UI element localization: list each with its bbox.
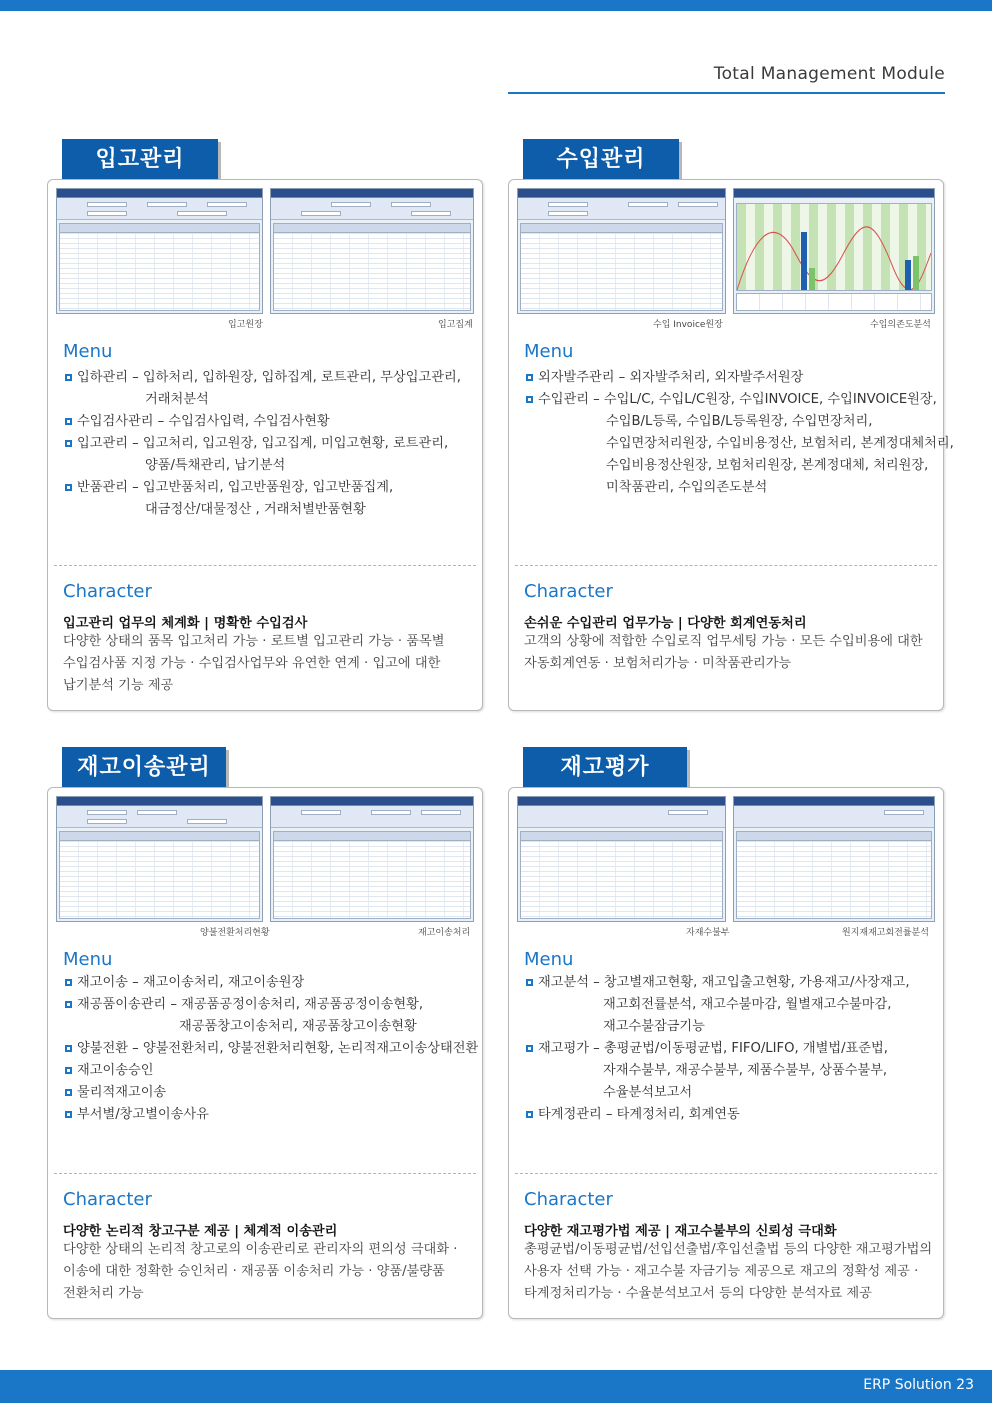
bullet-icon (526, 1111, 533, 1118)
menu-item (63, 1038, 479, 1060)
character-heading: 다양한 재고평가법 제공 | 재고수불부의 신뢰성 극대화 (524, 1224, 837, 1239)
caption-left: 양불전환처리현황 (200, 928, 270, 938)
menu-line: 수입비용정산원장, 보험처리원장, 본계정대체, 처리원장, (606, 458, 929, 473)
menu-item (63, 1082, 474, 1104)
screenshot-strip (56, 796, 474, 922)
character-line: 다양한 상태의 품목 입고처리 가능 · 로트별 입고관리 가능 · 품목별 (63, 634, 445, 649)
bullet-icon (526, 1045, 533, 1052)
bottom-accent-bar (0, 1370, 992, 1403)
menu-line: 재고평가 – 총평균법/이동평균법, FIFO/LIFO, 개별법/표준법, (538, 1041, 888, 1056)
menu-line: 재고이송승인 (77, 1063, 154, 1078)
screenshot-import-dependency-chart (733, 188, 935, 314)
bullet-icon (65, 979, 72, 986)
menu-line: 수율분석보고서 (603, 1085, 693, 1100)
bullet-icon (65, 418, 72, 425)
character-line: 고객의 상황에 적합한 수입로직 업무세팅 가능 · 모든 수입비용에 대한 (524, 634, 923, 649)
header-rule (508, 92, 945, 94)
menu-line: 거래처분석 (145, 392, 209, 407)
menu-item (63, 1060, 474, 1082)
menu-line: 입하관리 – 입하처리, 입하원장, 입하집계, 로트관리, 무상입고관리, (77, 370, 461, 385)
menu-line: 부서별/창고별이송사유 (77, 1107, 209, 1122)
caption-right: 원지재재고회전률분석 (842, 928, 929, 938)
menu-line: 재공품이송관리 – 재공품공정이송처리, 재공품공정이송현황, (77, 997, 424, 1012)
top-accent-bar (0, 0, 992, 11)
caption-left: 입고원장 (228, 320, 263, 330)
screenshot-material-ledger (517, 796, 726, 922)
caption-left: 수입 Invoice원장 (653, 320, 723, 330)
bullet-icon (526, 396, 533, 403)
screenshot-strip (517, 188, 935, 314)
bullet-icon (65, 1067, 72, 1074)
character-line: 수입검사품 지정 가능 · 수입검사업무와 유연한 연계 · 입고에 대한 (63, 656, 441, 671)
character-heading: 다양한 논리적 창고구분 제공 | 체계적 이송관리 (63, 1224, 338, 1239)
menu-item (524, 389, 954, 499)
menu-list (524, 972, 935, 1126)
section-tag-stock-valuation: 재고평가 (523, 747, 687, 789)
character-title: Character (524, 581, 613, 602)
screenshot-receiving-ledger (56, 188, 263, 314)
menu-item (524, 972, 935, 1038)
menu-item (524, 1104, 935, 1126)
divider (515, 1173, 937, 1174)
menu-line: 양품/특채관리, 납기분석 (145, 458, 286, 473)
menu-line: 재고수불잠금기능 (603, 1019, 705, 1034)
screenshot-receiving-summary (270, 188, 474, 314)
section-tag-receiving: 입고관리 (62, 139, 218, 181)
caption-right: 재고이송처리 (418, 928, 471, 938)
divider (54, 565, 476, 566)
character-title: Character (63, 581, 152, 602)
menu-line: 수입B/L등록, 수입B/L등록원장, 수입면장처리, (606, 414, 873, 429)
menu-line: 타계정관리 – 타계정처리, 회계연동 (538, 1107, 740, 1122)
character-heading: 입고관리 업무의 체계화 | 명확한 수입검사 (63, 616, 308, 631)
menu-item (63, 411, 474, 433)
character-line: 사용자 선택 가능 · 재고수불 자금기능 제공으로 재고의 정확성 제공 · (524, 1264, 919, 1279)
menu-item (63, 972, 474, 994)
bullet-icon (526, 374, 533, 381)
bullet-icon (65, 1089, 72, 1096)
menu-line: 물리적재고이송 (77, 1085, 167, 1100)
menu-line: 수입면장처리원장, 수입비용정산, 보험처리, 본계정대체처리, (606, 436, 954, 451)
character-line: 자동회계연동 · 보험처리가능 · 미착품관리가능 (524, 656, 792, 671)
menu-line: 수입관리 – 수입L/C, 수입L/C원장, 수입INVOICE, 수입INVOICE원장, (538, 392, 937, 407)
menu-line: 반품관리 – 입고반품처리, 입고반품원장, 입고반품집계, (77, 480, 394, 495)
menu-line: 입고관리 – 입고처리, 입고원장, 입고집계, 미입고현황, 로트관리, (77, 436, 449, 451)
menu-line: 수입검사관리 – 수입검사입력, 수입검사현황 (77, 414, 330, 429)
menu-line: 재고회전률분석, 재고수불마감, 월별재고수불마감, (603, 997, 892, 1012)
panel-import (508, 179, 954, 711)
divider (54, 1173, 476, 1174)
screenshot-strip (56, 188, 474, 314)
menu-item (524, 367, 935, 389)
menu-line: 자재수불부, 재공수불부, 제품수불부, 상품수불부, (603, 1063, 888, 1078)
menu-item (63, 367, 474, 411)
menu-line: 재고이송 – 재고이송처리, 재고이송원장 (77, 975, 305, 990)
screenshot-stock-transfer (270, 796, 474, 922)
divider (515, 565, 937, 566)
character-line: 다양한 상태의 논리적 창고로의 이송관리로 관리자의 편의성 극대화 · (63, 1242, 458, 1257)
bullet-icon (65, 484, 72, 491)
character-body (524, 1239, 935, 1305)
character-body (63, 631, 474, 697)
menu-item (63, 1104, 474, 1126)
menu-title: Menu (63, 949, 113, 970)
character-title: Character (524, 1189, 613, 1210)
character-heading: 손쉬운 수입관리 업무가능 | 다양한 회계연동처리 (524, 616, 807, 631)
bullet-icon (526, 979, 533, 986)
panel-receiving (47, 179, 483, 711)
character-line: 이송에 대한 정확한 승인처리 · 재공품 이송처리 가능 · 양품/불량품 (63, 1264, 445, 1279)
screenshot-quality-conversion (56, 796, 263, 922)
menu-item (63, 994, 474, 1038)
caption-right: 입고집계 (438, 320, 473, 330)
menu-list (524, 367, 954, 499)
menu-list (63, 972, 479, 1126)
header-title: Total Management Module (713, 64, 945, 84)
character-line: 납기분석 기능 제공 (63, 678, 174, 693)
menu-line: 외자발주관리 – 외자발주처리, 외자발주서원장 (538, 370, 804, 385)
section-tag-stock-transfer: 재고이송관리 (62, 747, 226, 789)
menu-title: Menu (524, 949, 574, 970)
caption-left: 자재수불부 (686, 928, 730, 938)
menu-line: 재공품창고이송처리, 재공품창고이송현황 (179, 1019, 417, 1034)
character-line: 전환처리 가능 (63, 1286, 144, 1301)
panel-stock-valuation (508, 787, 944, 1319)
menu-line: 재고분석 – 창고별재고현황, 재고입출고현황, 가용재고/사장재고, (538, 975, 910, 990)
menu-title: Menu (63, 341, 113, 362)
menu-item (524, 1038, 935, 1104)
screenshot-turnover-analysis (733, 796, 935, 922)
menu-item (63, 433, 474, 477)
menu-list (63, 367, 474, 521)
character-line: 총평균법/이동평균법/선입선출법/후입선출법 등의 다양한 재고평가법의 (524, 1242, 933, 1257)
menu-line: 대금정산/대물정산 , 거래처별반품현황 (145, 502, 366, 517)
bullet-icon (65, 1111, 72, 1118)
menu-title: Menu (524, 341, 574, 362)
character-title: Character (63, 1189, 152, 1210)
menu-line: 양불전환 – 양불전환처리, 양불전환처리현황, 논리적재고이송상태전환 (77, 1041, 479, 1056)
character-body (524, 631, 935, 675)
character-body (63, 1239, 474, 1305)
screenshot-strip (517, 796, 935, 922)
bullet-icon (65, 1045, 72, 1052)
section-tag-import: 수입관리 (523, 139, 679, 181)
bullet-icon (65, 1001, 72, 1008)
page-footer: ERP Solution 23 (863, 1377, 974, 1393)
screenshot-import-invoice (517, 188, 726, 314)
menu-item (63, 477, 474, 521)
caption-right: 수입의존도분석 (870, 320, 931, 330)
character-line: 타계정처리가능 · 수율분석보고서 등의 다양한 분석자료 제공 (524, 1286, 872, 1301)
panel-stock-transfer (47, 787, 483, 1319)
menu-line: 미착품관리, 수입의존도분석 (606, 480, 768, 495)
bullet-icon (65, 374, 72, 381)
bullet-icon (65, 440, 72, 447)
